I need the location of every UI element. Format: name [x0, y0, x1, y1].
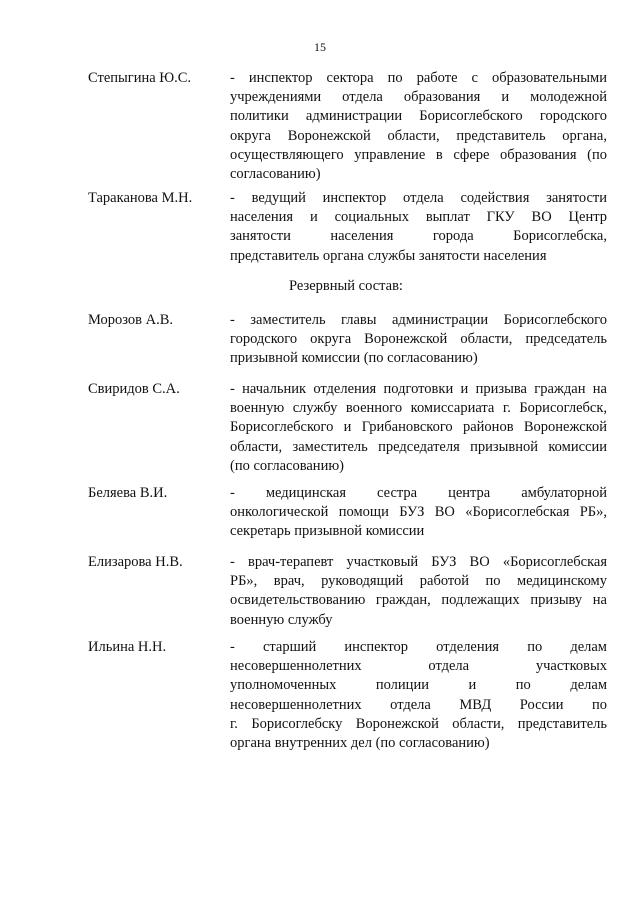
- description-line: РБ», врач, руководящий работой по медицинскому: [230, 573, 607, 590]
- description-line: - медицинская сестра центра амбулаторной: [230, 485, 607, 501]
- member-description: [230, 484, 607, 542]
- description-line: занятости населения города Борисоглебска,: [230, 228, 607, 245]
- description-line: г. Борисоглебску Воронежской области, представитель: [230, 715, 607, 732]
- member-name: Морозов А.В.: [88, 312, 174, 328]
- member-description: [230, 69, 607, 184]
- description-line: (по согласованию): [230, 457, 344, 474]
- member-description: [230, 311, 607, 369]
- description-line: - старший инспектор отделения по делам: [230, 639, 607, 655]
- description-line: несовершеннолетних отдела МВД России по: [230, 696, 607, 713]
- member-description: [230, 380, 607, 476]
- description-line: органа внутренних дел (по согласованию): [230, 735, 490, 752]
- member-name: Ильина Н.Н.: [88, 639, 167, 655]
- member-name: Степыгина Ю.С.: [88, 70, 192, 86]
- description-line: округа Воронежской области, представитель органа,: [230, 127, 607, 144]
- description-line: военную службу военного комиссариата г. Борисоглебск,: [230, 400, 607, 417]
- member-name: Беляева В.И.: [88, 485, 168, 501]
- description-line: военную службу: [230, 611, 333, 628]
- reserve-heading-text: Резервный состав:: [289, 278, 403, 294]
- description-line: - заместитель главы администрации Борисоглебского: [230, 312, 607, 328]
- description-line: представитель органа службы занятости населения: [230, 247, 547, 264]
- description-line: - инспектор сектора по работе с образовательными: [230, 70, 607, 86]
- description-line: - врач-терапевт участковый БУЗ ВО «Борисоглебская: [230, 554, 607, 570]
- member-description: [230, 553, 607, 630]
- description-line: городского округа Воронежской области, председатель: [230, 331, 607, 348]
- member-description: [230, 189, 607, 266]
- member-name: Елизарова Н.В.: [88, 554, 183, 570]
- description-line: уполномоченных полиции и по делам: [230, 677, 607, 694]
- description-line: учреждениями отдела образования и молодежной: [230, 89, 607, 106]
- description-line: секретарь призывной комиссии: [230, 523, 425, 540]
- reserve-heading: [0, 277, 640, 296]
- description-line: онкологической помощи БУЗ ВО «Борисоглебская РБ»,: [230, 504, 607, 521]
- description-line: населения и социальных выплат ГКУ ВО Центр: [230, 209, 607, 226]
- description-line: - начальник отделения подготовки и призыва граждан на: [230, 381, 607, 397]
- page-number: 15: [314, 40, 326, 54]
- member-name: Свиридов С.А.: [88, 381, 180, 397]
- description-line: согласованию): [230, 166, 321, 183]
- description-line: политики администрации Борисоглебского городского: [230, 108, 607, 125]
- description-line: несовершеннолетних отдела участковых: [230, 658, 607, 675]
- description-line: области, заместитель председателя призывной комиссии: [230, 438, 607, 455]
- description-line: Борисоглебского и Грибановского районов Воронежской: [230, 419, 607, 436]
- description-line: освидетельствованию граждан, подлежащих призыву на: [230, 592, 607, 609]
- member-description: [230, 638, 607, 753]
- description-line: призывной комиссии (по согласованию): [230, 350, 478, 367]
- description-line: осуществляющего управление в сфере образования (по: [230, 146, 607, 163]
- member-name: Тараканова М.Н.: [88, 190, 193, 206]
- description-line: - ведущий инспектор отдела содействия занятости: [230, 190, 607, 206]
